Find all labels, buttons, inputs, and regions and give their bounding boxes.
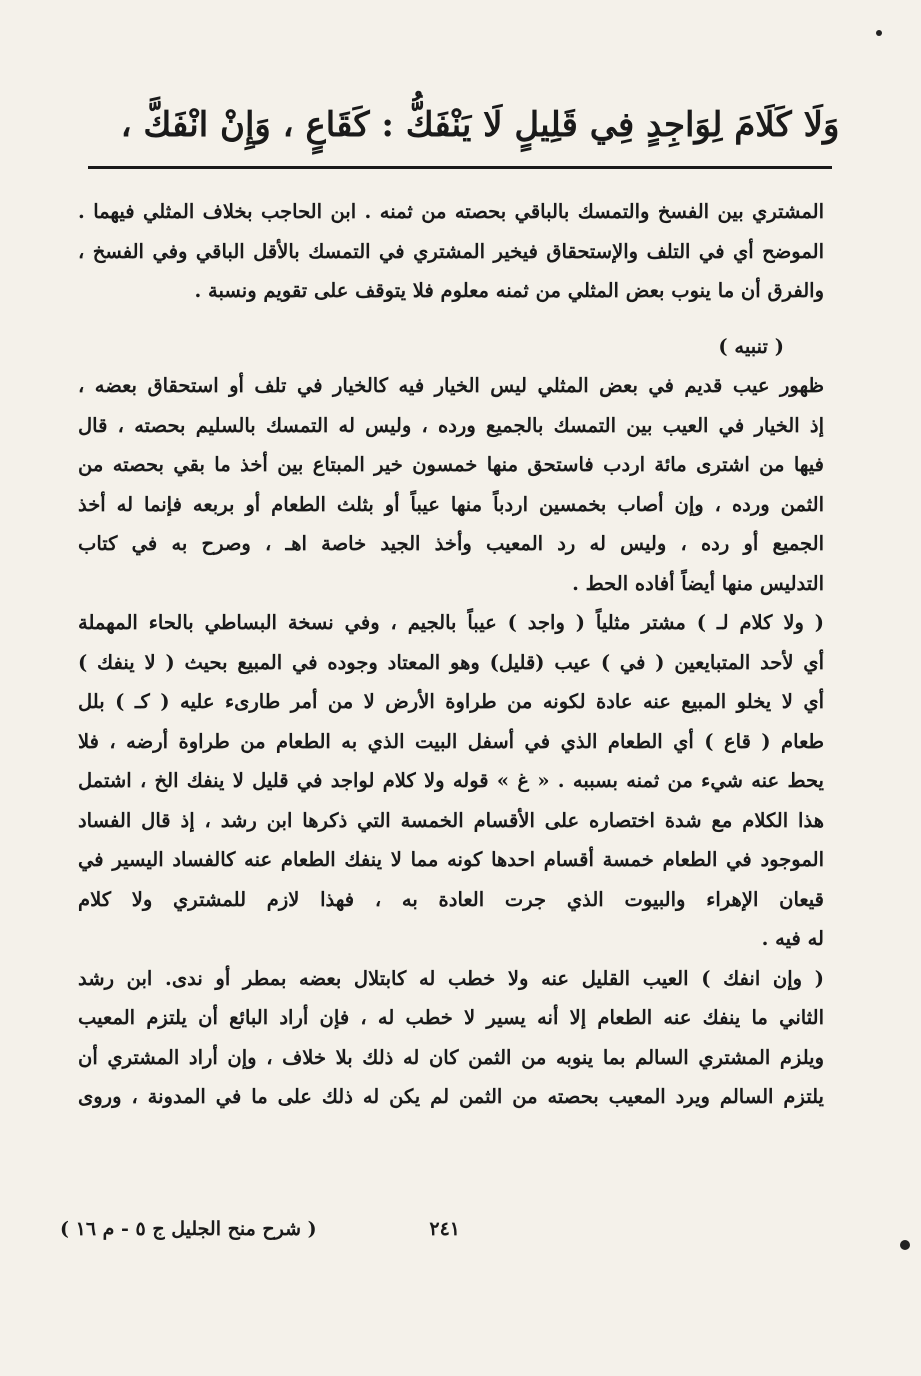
paragraph-3 xyxy=(78,603,824,959)
commentary-body xyxy=(78,192,824,1117)
paragraph-2 xyxy=(78,327,824,604)
text-line: يحط عنه شيء من ثمنه بسببه . « غ » قوله ولا كلام لواجد في قليل لا ينفك الخ ، اشتمل xyxy=(78,769,824,792)
text-line: ( وإن انفك ) العيب القليل عنه ولا خطب له كابتلال بعضه بمطر أو ندى. ابن رشد xyxy=(78,966,824,990)
text-line: له فيه . xyxy=(761,927,824,950)
page-footer xyxy=(60,1218,820,1248)
section-heading: ( تنبيه ) xyxy=(718,334,784,358)
text-line: فيها من اشترى مائة اردب فاستحق منها خمسون خير المبتاع بين أخذ ما بقي بحصته من xyxy=(78,453,824,476)
source-reference: ( شرح منح الجليل ج ٥ - م ١٦ ) xyxy=(60,1218,317,1240)
text-line: والفرق أن ما ينوب بعض المثلي من ثمنه معلوم فلا يتوقف على تقويم ونسبة . xyxy=(194,279,824,302)
text-line: يلتزم السالم ويرد المعيب بحصته من الثمن لم يكن له ذلك على ما في المدونة ، وروى xyxy=(78,1085,824,1108)
text-line: أي لأحد المتبايعين ( في ) عيب (قليل) وهو المعتاد وجوده في المبيع بحيث ( لا ينفك ) xyxy=(78,650,824,674)
text-line: الموجود في الطعام خمسة أقسام احدها كونه مما لا ينفك الطعام عنه كالفساد اليسير في xyxy=(78,848,824,871)
text-line: أي لا يخلو المبيع عنه عادة لكونه من طراوة الأرض لا من أمر طارىء عليه ( كـ ) بلل xyxy=(78,690,824,713)
text-line: الثمن ورده ، وإن أصاب بخمسين اردباً منها عيباً أو بثلث الطعام أو بربعه فإنما له أخذ xyxy=(78,492,824,516)
text-line: إذ الخيار في العيب بين التمسك بالجميع ورده ، وليس له التمسك بالسليم بحصته ، قال xyxy=(78,413,824,437)
text-line: طعام ( قاع ) أي الطعام الذي في أسفل البيت الذي به الطعام من طراوة أرضه ، فلا xyxy=(78,729,824,753)
text-line: الجميع أو رده ، وليس له رد المعيب وأخذ الجيد خاصة اهـ ، وصرح به في كتاب xyxy=(78,532,824,555)
paragraph-4 xyxy=(78,959,824,1117)
text-line: ( ولا كلام لـ ) مشتر مثلياً ( واجد ) عيباً بالجيم ، وفي نسخة البساطي بالحاء المهملة xyxy=(78,611,824,634)
matn-header: وَلَا كَلَامَ لِوَاجِدٍ فِي قَلِيلٍ لَا يَنْفَكُّ : كَقَاعٍ ، وَإِنْ انْفَكَّ ، xyxy=(120,105,840,145)
header-divider xyxy=(88,166,832,169)
scan-speck xyxy=(900,1240,910,1250)
text-line: المشتري بين الفسخ والتمسك بالباقي بحصته من ثمنه . ابن الحاجب بخلاف المثلي فيهما . xyxy=(78,200,824,223)
text-line: قيعان الإهراء والبيوت الذي جرت العادة به ، فهذا لازم للمشتري ولا كلام xyxy=(78,887,824,911)
text-line: هذا الكلام مع شدة اختصاره على الأقسام الخمسة التي ذكرها ابن رشد ، إذ قال الفساد xyxy=(78,808,824,832)
page-number: ٢٤١ xyxy=(429,1218,460,1240)
text-line: التدليس منها أيضاً أفاده الحط . xyxy=(572,571,824,595)
text-line: الثاني ما ينفك عنه الطعام إلا أنه يسير لا خطب له ، فإن أراد البائع أن يلتزم المعيب xyxy=(78,1006,824,1029)
text-line: الموضح أي في التلف والإستحقاق فيخير المشتري في التمسك بالأقل الباقي وفي الفسخ ، xyxy=(78,239,824,263)
paragraph-1 xyxy=(78,192,824,311)
scan-speck xyxy=(876,30,882,36)
text-line: ويلزم المشتري السالم بما ينوبه من الثمن كان له ذلك بلا خلاف ، وإن أراد المشتري أن xyxy=(78,1045,824,1069)
text-line: ظهور عيب قديم في بعض المثلي ليس الخيار فيه كالخيار في تلف أو استحقاق بعضه ، xyxy=(78,374,824,397)
